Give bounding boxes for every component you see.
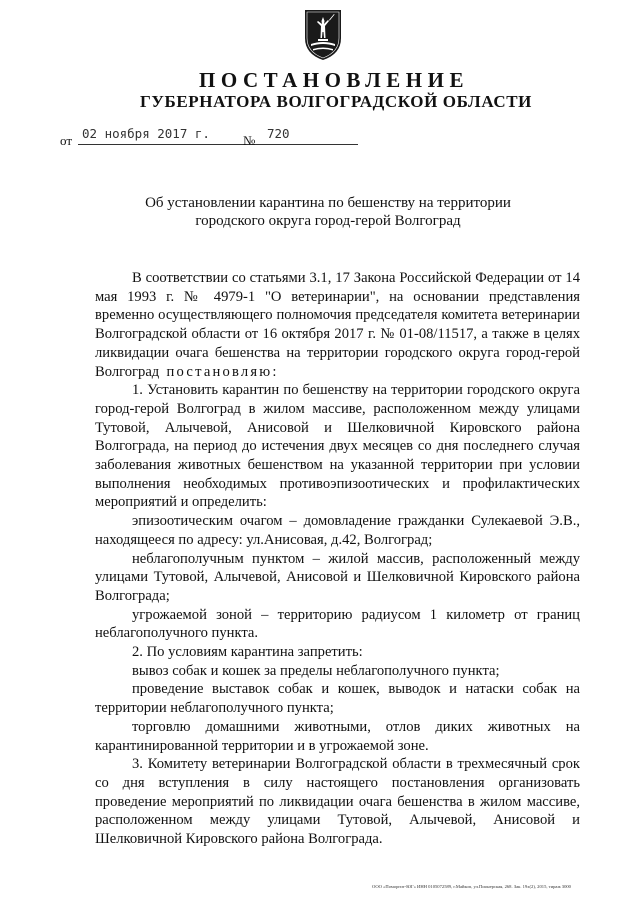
printer-imprint: ООО «Поморгит-ЮГ» ИНН 0105072589, г.Майкоп, ул.Пионерская, 268. Зак. 19х(2), 2015, тираж 3000 [372,884,571,889]
paragraph-1b: неблагополучным пунктом – жилой массив, расположенный между улицами Тутовой, Алычевой, Анисовой и Шелковичной Кировского района Волгограда; [95,550,580,604]
paragraph-2: 2. По условиям карантина запретить: [132,644,363,661]
date-value: 02 ноября 2017 г. [82,126,210,141]
date-prefix: от [60,133,73,148]
document-body [95,269,580,849]
intro-resolution: постановляю: [166,363,279,380]
number-prefix: № [243,133,256,148]
document-title: ПОСТАНОВЛЕНИЕ [199,68,469,92]
intro-text: В соответствии со статьями 3.1, 17 Закона Российской Федерации от 14 мая 1993 г. № 4979-1 "О ветеринарии", на основании представления временно осуществляющего полномочия председателя комитета ветеринарии Волгоградской области от 16 октября 2017 г. № 01-08/11517, а также в целях ликвидации очага бешенства на территории городского округа город-герой Волгоград [95,270,580,380]
paragraph-2b: проведение выставок собак и кошек, выводок и натаски собак на территории неблагополучного пункта; [95,681,580,717]
number-value: 720 [267,126,290,141]
paragraph-intro [95,269,580,381]
coat-of-arms-icon [303,8,343,62]
document-subject [0,194,640,230]
date-number-row [60,126,400,148]
paragraph-1a: эпизоотическим очагом – домовладение гражданки Сулекаевой Э.В., находящееся по адресу: ул.Анисовая, д.42, Волгоград; [95,513,580,548]
document-issuer: ГУБЕРНАТОРА ВОЛГОГРАДСКОЙ ОБЛАСТИ [140,92,532,111]
paragraph-3: 3. Комитету ветеринарии Волгоградской области в трехмесячный срок со дня вступления в силу настоящего постановления организовать проведение мероприятий по ликвидации очага бешенства в жилом массиве, расположенном между улицами Тутовой, Алычевой, Анисовой и Шелковичной Кировского района Волгограда. [95,756,580,848]
paragraph-2a: вывоз собак и кошек за пределы неблагополучного пункта; [132,662,500,679]
subject-line-1: Об установлении карантина по бешенству на территории [145,195,511,211]
paragraph-1c: угрожаемой зоной – территорию радиусом 1 километр от границ неблагополучного пункта. [95,606,580,642]
subject-line-2: городского округа город-герой Волгоград [195,213,461,229]
paragraph-1: 1. Установить карантин по бешенству на территории городского округа город-герой Волгоград в жилом массиве, расположенном между улицами Тутовой, Алычевой, Анисовой и Шелковичной Кировского района Волгограда, на период до истечения двух месяцев со дня последнего случая заболевания животных бешенством на указанной территории при условии выполнения необходимых противоэпизоотических и профилактических мероприятий и определить: [95,382,580,511]
paragraph-2c: торговлю домашними животными, отлов диких животных на карантинированной территории и в угрожаемой зоне. [95,718,580,754]
